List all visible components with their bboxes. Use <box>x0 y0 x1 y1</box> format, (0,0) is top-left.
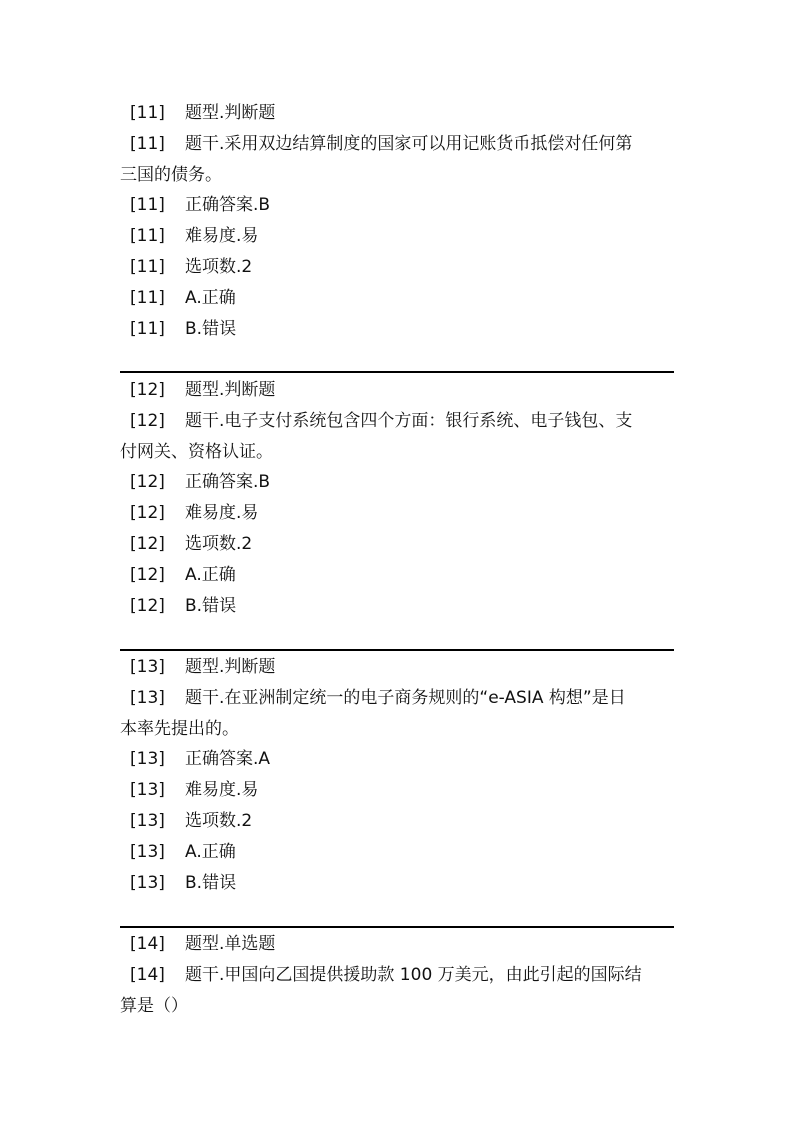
question-number: [13] <box>130 657 165 677</box>
correct-answer-text: 正确答案.B <box>185 195 271 216</box>
option-count <box>120 806 675 837</box>
option <box>120 868 675 899</box>
option-count-text: 选项数.2 <box>185 810 253 831</box>
question-number: [12] <box>130 380 165 400</box>
correct-answer <box>120 744 675 775</box>
question-stem-text: 题干.在亚洲制定统一的电子商务规则的“e-ASIA 构想”是日 <box>185 687 626 708</box>
question-number: [14] <box>130 964 165 985</box>
difficulty-text: 难易度.易 <box>185 503 259 524</box>
option-count <box>120 252 675 283</box>
difficulty-text: 难易度.易 <box>185 226 259 247</box>
question-type-text: 题型.判断题 <box>185 657 276 677</box>
option-text: B.错误 <box>185 872 237 893</box>
question-block <box>120 98 675 344</box>
question-number: [11] <box>130 226 165 247</box>
separator-rule <box>120 926 674 928</box>
option-text: A.正确 <box>185 287 236 308</box>
question-number: [12] <box>130 503 165 524</box>
question-stem-text: 题干.电子支付系统包含四个方面：银行系统、电子钱包、支 <box>185 410 633 431</box>
question-number: [12] <box>130 410 165 431</box>
question-stem-text: 题干.采用双边结算制度的国家可以用记账货币抵偿对任何第 <box>185 133 633 154</box>
option-text: A.正确 <box>185 841 236 862</box>
question-number: [11] <box>130 195 165 216</box>
question-type <box>120 929 675 960</box>
difficulty-text: 难易度.易 <box>185 780 259 801</box>
difficulty <box>120 775 675 806</box>
question-block <box>120 929 675 1021</box>
option-text: A.正确 <box>185 564 236 585</box>
question-type-text: 题型.单选题 <box>185 934 276 954</box>
option-count-text: 选项数.2 <box>185 533 253 554</box>
option-text: B.错误 <box>185 595 237 616</box>
option <box>120 283 675 314</box>
question-number: [13] <box>130 841 165 862</box>
option <box>120 314 675 345</box>
question-stem-continued-text: 付网关、资格认证。 <box>120 441 273 462</box>
question-stem-continued <box>120 160 675 191</box>
question-stem-continued <box>120 991 675 1022</box>
question-stem <box>120 683 675 714</box>
question-block <box>120 375 675 621</box>
correct-answer-text: 正确答案.A <box>185 749 271 770</box>
question-stem-continued-text: 三国的债务。 <box>120 164 222 185</box>
question-type-text: 题型.判断题 <box>185 380 276 400</box>
question-type-text: 题型.判断题 <box>185 103 276 123</box>
question-type <box>120 652 675 683</box>
question-number: [11] <box>130 133 165 154</box>
question-stem-continued-text: 算是（） <box>120 995 188 1016</box>
question-number: [11] <box>130 256 165 277</box>
difficulty <box>120 498 675 529</box>
correct-answer <box>120 467 675 498</box>
question-number: [12] <box>130 472 165 493</box>
question-number: [12] <box>130 533 165 554</box>
question-stem <box>120 129 675 160</box>
difficulty <box>120 221 675 252</box>
option-count-text: 选项数.2 <box>185 256 253 277</box>
question-type <box>120 375 675 406</box>
question-number: [13] <box>130 687 165 708</box>
question-number: [13] <box>130 810 165 831</box>
question-number: [11] <box>130 287 165 308</box>
option <box>120 837 675 868</box>
correct-answer-text: 正确答案.B <box>185 472 271 493</box>
question-stem-continued <box>120 714 675 745</box>
question-stem-text: 题干.甲国向乙国提供援助款 100 万美元，由此引起的国际结 <box>185 964 642 985</box>
question-stem <box>120 406 675 437</box>
option-text: B.错误 <box>185 318 237 339</box>
question-number: [12] <box>130 564 165 585</box>
question-stem <box>120 960 675 991</box>
question-stem-continued <box>120 437 675 468</box>
separator-rule <box>120 371 674 373</box>
question-number: [14] <box>130 934 165 954</box>
question-type <box>120 98 675 129</box>
question-number: [13] <box>130 749 165 770</box>
separator-rule <box>120 649 674 651</box>
correct-answer <box>120 190 675 221</box>
question-number: [13] <box>130 872 165 893</box>
option <box>120 560 675 591</box>
question-number: [11] <box>130 318 165 339</box>
question-block <box>120 652 675 898</box>
option-count <box>120 529 675 560</box>
option <box>120 591 675 622</box>
question-stem-continued-text: 本率先提出的。 <box>120 718 239 739</box>
question-number: [13] <box>130 780 165 801</box>
question-number: [11] <box>130 103 165 123</box>
question-number: [12] <box>130 595 165 616</box>
